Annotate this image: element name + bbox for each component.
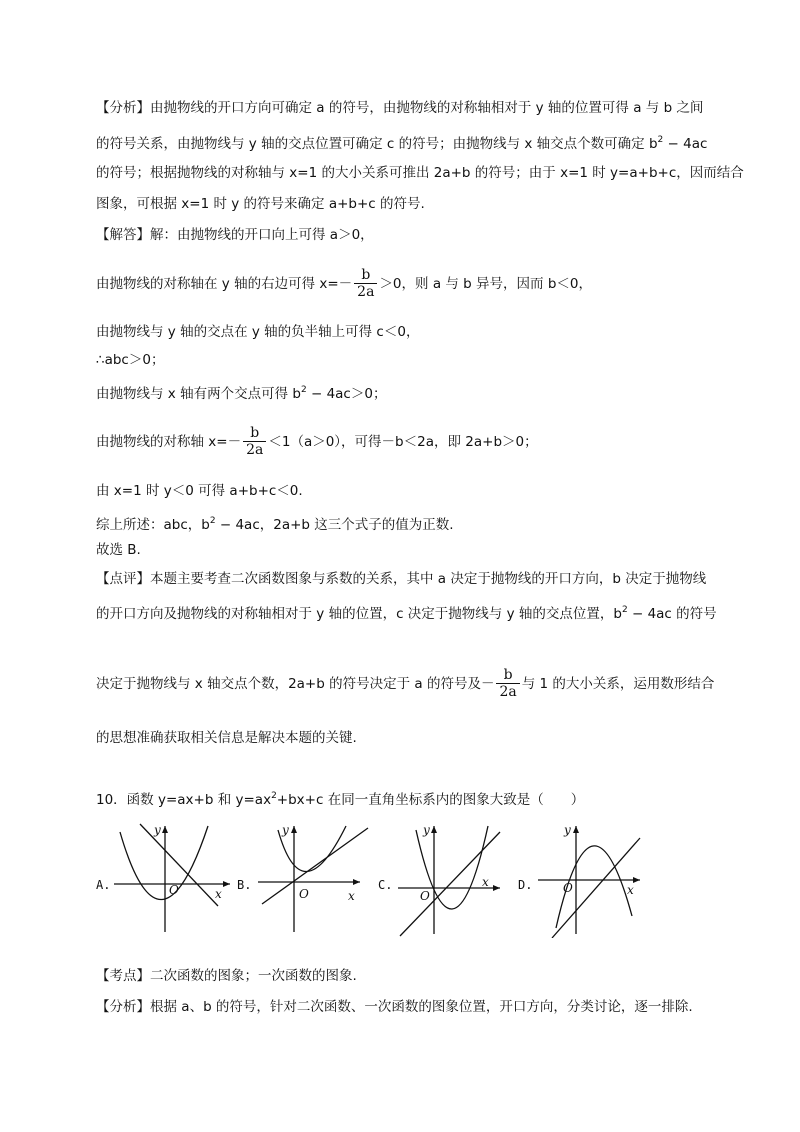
solution-line-8-tail: − 4ac，2a+b 这三个式子的值为正数. bbox=[215, 517, 454, 533]
analysis-line-2-text: 的符号关系，由抛物线与 y 轴的交点位置可确定 c 的符号；由抛物线与 x 轴交点个数可确定 b bbox=[96, 136, 658, 152]
comment-line-3-tail: 与 1 的大小关系，运用数形结合 bbox=[521, 676, 715, 692]
y-axis-arrow bbox=[573, 826, 579, 833]
solution-line-3: 由抛物线与 y 轴的交点在 y 轴的负半轴上可得 c＜0， bbox=[96, 324, 420, 340]
x-axis-label: x bbox=[348, 889, 355, 903]
x-axis-label: x bbox=[215, 887, 222, 901]
solution-line-2-tail: ＞0，则 a 与 b 异号，因而 b＜0， bbox=[379, 276, 592, 292]
comment-line-3-text: 决定于抛物线与 x 轴交点个数，2a+b 的符号决定于 a 的符号及－ bbox=[96, 676, 495, 692]
kaodian-line: 【考点】二次函数的图象；一次函数的图象. bbox=[96, 968, 357, 984]
analysis-line-2-tail: − 4ac bbox=[663, 136, 708, 152]
exponent: 2 bbox=[621, 605, 628, 615]
graph-option-c bbox=[396, 820, 520, 938]
parabola bbox=[120, 826, 208, 900]
x-axis-arrow bbox=[493, 885, 500, 891]
fraction-numerator: b bbox=[503, 667, 513, 683]
fraction-numerator: b bbox=[250, 425, 260, 441]
y-axis-label: y bbox=[564, 823, 571, 837]
y-axis-label: y bbox=[282, 823, 289, 837]
solution-line-5-tail: − 4ac＞0； bbox=[306, 386, 387, 402]
comment-line-2-text: 的开口方向及抛物线的对称轴相对于 y 轴的位置，c 决定于抛物线与 y 轴的交点位置，b bbox=[96, 606, 622, 622]
comment-line-2-tail: − 4ac 的符号 bbox=[627, 606, 717, 622]
solution-line-7: 由 x=1 时 y＜0 可得 a+b+c＜0. bbox=[96, 483, 303, 499]
solution-line-1: 【解答】解：由抛物线的开口向上可得 a＞0， bbox=[96, 227, 374, 243]
origin-label: O bbox=[420, 889, 430, 903]
analysis-line-1: 【分析】由抛物线的开口方向可确定 a 的符号，由抛物线的对称轴相对于 y 轴的位置可得 a 与 b 之间 bbox=[96, 100, 704, 116]
solution-line-9: 故选 B. bbox=[96, 542, 141, 558]
question-text-tail: +bx+c 在同一直角坐标系内的图象大致是（ ） bbox=[276, 792, 585, 808]
question-10 bbox=[96, 786, 584, 810]
comment-line-3 bbox=[96, 668, 714, 700]
comment-line-4: 的思想准确获取相关信息是解决本题的关键. bbox=[96, 730, 357, 746]
graph-option-a bbox=[112, 820, 236, 938]
solution-line-5-text: 由抛物线与 x 轴有两个交点可得 b bbox=[96, 386, 301, 402]
origin-label: O bbox=[563, 881, 573, 895]
x-axis-arrow bbox=[353, 879, 360, 885]
y-axis-arrow bbox=[291, 826, 297, 833]
fraction-b-over-2a bbox=[354, 268, 377, 300]
fraction-b-over-2a bbox=[496, 668, 519, 700]
graph-option-b bbox=[256, 820, 380, 938]
x-axis-arrow bbox=[633, 877, 640, 883]
y-axis-arrow bbox=[431, 826, 437, 833]
x-axis-label: x bbox=[627, 883, 634, 897]
fraction-numerator: b bbox=[361, 267, 371, 283]
solution-line-8-text: 综上所述：abc，b bbox=[96, 517, 210, 533]
y-axis-arrow bbox=[162, 826, 168, 833]
fraction-denominator: 2a bbox=[354, 283, 377, 300]
exponent: 2 bbox=[271, 791, 277, 801]
solution-line-8 bbox=[96, 511, 454, 535]
exponent: 2 bbox=[209, 516, 216, 526]
y-axis-label: y bbox=[423, 823, 430, 837]
question-text: 10．函数 y=ax+b 和 y=ax bbox=[96, 792, 272, 808]
origin-label: O bbox=[299, 887, 309, 901]
y-axis-label: y bbox=[154, 823, 161, 837]
option-a-label: A. bbox=[96, 878, 111, 892]
option-d-label: D. bbox=[518, 878, 533, 892]
option-b-label: B. bbox=[237, 878, 252, 892]
fraction-denominator: 2a bbox=[496, 683, 519, 700]
exponent: 2 bbox=[300, 385, 307, 395]
line-graph bbox=[140, 824, 218, 906]
solution-line-5 bbox=[96, 380, 386, 404]
graph-option-d bbox=[536, 820, 660, 938]
solution-line-6-tail: ＜1（a＞0），可得－b＜2a，即 2a+b＞0； bbox=[268, 434, 538, 450]
solution-line-2-text: 由抛物线的对称轴在 y 轴的右边可得 x=－ bbox=[96, 276, 353, 292]
fraction-denominator: 2a bbox=[243, 441, 266, 458]
solution-line-6 bbox=[96, 426, 538, 458]
analysis-line-3: 的符号；根据抛物线的对称轴与 x=1 的大小关系可推出 2a+b 的符号；由于 x=1 时 y=a+b+c，因而结合 bbox=[96, 165, 744, 181]
exponent: 2 bbox=[657, 135, 664, 145]
analysis-line-2 bbox=[96, 130, 707, 154]
comment-line-1: 【点评】本题主要考查二次函数图象与系数的关系，其中 a 决定于抛物线的开口方向，b 决定于抛物线 bbox=[96, 571, 707, 587]
solution-line-6-text: 由抛物线的对称轴 x=－ bbox=[96, 434, 242, 450]
solution-line-2 bbox=[96, 268, 592, 300]
fraction-b-over-2a bbox=[243, 426, 266, 458]
analysis-line-4: 图象，可根据 x=1 时 y 的符号来确定 a+b+c 的符号. bbox=[96, 196, 425, 212]
solution-line-4: ∴abc＞0； bbox=[96, 352, 165, 368]
comment-line-2 bbox=[96, 600, 717, 624]
x-axis-arrow bbox=[223, 881, 230, 887]
x-axis-label: x bbox=[482, 875, 489, 889]
fenxi-line: 【分析】根据 a、b 的符号，针对二次函数、一次函数的图象位置，开口方向，分类讨论，逐一排除. bbox=[96, 999, 693, 1015]
origin-label: O bbox=[169, 883, 179, 897]
option-c-label: C. bbox=[378, 878, 393, 892]
